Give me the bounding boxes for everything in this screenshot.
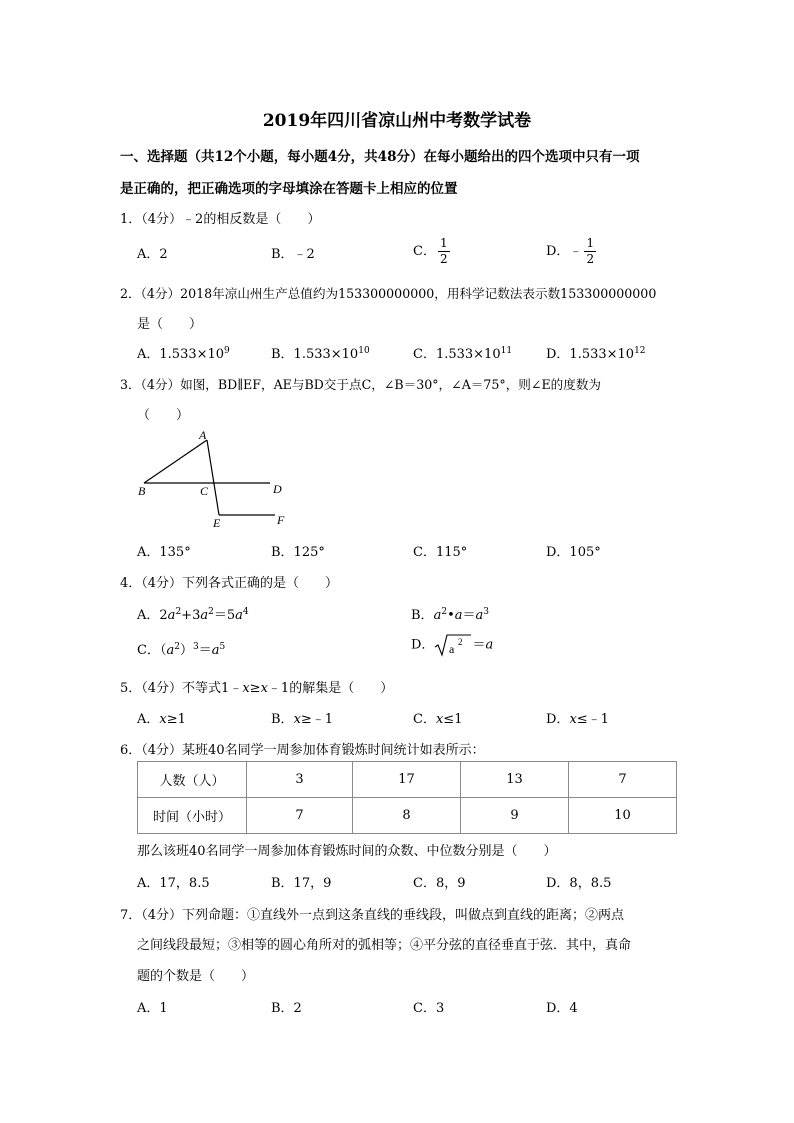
- q1-option-a: A．2: [137, 247, 168, 262]
- q3-stem-line2: （ ）: [137, 408, 190, 423]
- q1-option-d-numerator: 1: [586, 236, 595, 250]
- label-f: F: [277, 513, 285, 527]
- label-b: B: [138, 484, 146, 498]
- q1-option-c-fraction: [438, 236, 450, 267]
- q6-stem: 6．（4分）某班40名同学一周参加体育锻炼时间统计如表所示：: [120, 743, 485, 758]
- q5-option-b: [271, 708, 333, 727]
- q6-option-d: D．8，8.5: [546, 876, 612, 891]
- table-row: [138, 762, 677, 798]
- q2-option-b-base: B．1.533×10: [271, 347, 359, 362]
- q2-option-c-base: C．1.533×10: [413, 347, 501, 362]
- label-c: C: [200, 484, 209, 498]
- q4-c-prefix: C．（: [137, 643, 167, 658]
- q4-c-eq: ＝: [198, 643, 212, 658]
- q2-option-c-exponent: 11: [500, 346, 513, 356]
- q1-option-d-fraction: [584, 236, 596, 267]
- q1-option-b: B．﹣2: [271, 247, 315, 262]
- q4-b-dot: •: [447, 608, 455, 623]
- q4-b-eq: ＝: [462, 608, 476, 623]
- q2-stem-line2: 是（ ）: [137, 317, 203, 332]
- q5-a-rest: ≥1: [166, 712, 186, 727]
- q4-d-prefix: D．: [411, 637, 435, 653]
- q4-a-exp1: 2: [175, 607, 182, 617]
- q1-option-c-denominator: 2: [439, 252, 448, 266]
- q6-option-c: C．8，9: [413, 876, 466, 891]
- q4-c-var1: a: [166, 643, 175, 658]
- q5-stem-x2: x: [260, 681, 268, 696]
- q4-a-var1: a: [167, 608, 176, 623]
- q4-b-var2: a: [454, 608, 463, 623]
- q1-option-c-numerator: 1: [439, 236, 448, 250]
- q4-c-close: ）: [179, 643, 193, 658]
- q6-option-a: A．17，8.5: [137, 876, 210, 891]
- q6-data-table: [137, 761, 677, 834]
- q5-a-x: x: [159, 712, 167, 727]
- q4-option-b: [411, 604, 489, 623]
- section-heading-line2: 是正确的，把正确选项的字母填涂在答题卡上相应的位置: [120, 181, 458, 197]
- q4-b-exp3: 3: [483, 607, 490, 617]
- q4-a-var2: a: [200, 608, 209, 623]
- q3-option-b: B．125°: [271, 545, 325, 560]
- q1-option-d-denominator: 2: [586, 252, 595, 266]
- q5-stem-x1: x: [242, 681, 250, 696]
- q4-b-exp1: 2: [441, 607, 448, 617]
- table-cell: 人数（人）: [138, 762, 247, 798]
- q2-option-d-exponent: 12: [634, 346, 646, 356]
- segment-ab: [144, 440, 207, 483]
- q5-d-rest: ≤﹣1: [576, 712, 609, 727]
- q4-a-exp2: 2: [208, 607, 214, 617]
- q1-option-d-prefix: D．﹣: [546, 244, 583, 259]
- q4-d-eq: ＝: [472, 637, 486, 653]
- q4-c-exp1: 2: [174, 642, 180, 652]
- q5-c-pre: C．: [413, 712, 436, 727]
- q3-option-a: A．135°: [137, 545, 191, 560]
- table-cell: 17: [353, 762, 461, 798]
- q3-stem-line1: 3．（4分）如图，BD∥EF，AE与BD交于点C，∠B＝30°，∠A＝75°，则∠E的度数为: [120, 377, 602, 392]
- q5-d-x: x: [569, 712, 577, 727]
- q4-option-a: [137, 604, 249, 623]
- q5-option-a: [137, 708, 186, 727]
- q4-a-var3: a: [235, 608, 243, 623]
- q5-option-c: [413, 708, 462, 727]
- q2-option-b: [271, 343, 370, 362]
- q7-option-d: D．4: [546, 1001, 578, 1016]
- label-d: D: [273, 482, 282, 496]
- q5-stem-post: ﹣1的解集是（ ）: [267, 681, 394, 696]
- q2-option-c: [413, 343, 512, 362]
- q4-d-radicand: a: [449, 642, 455, 656]
- q2-option-a-base: A．1.533×10: [137, 347, 225, 362]
- q3-option-d: D．105°: [546, 545, 601, 560]
- q7-stem-line3: 题的个数是（ ）: [137, 969, 255, 984]
- q4-stem: 4．（4分）下列各式正确的是（ ）: [120, 576, 339, 591]
- q4-b-prefix: B．: [411, 608, 434, 623]
- q5-b-rest: ≥﹣1: [300, 712, 334, 727]
- q4-a-exp3: 4: [242, 607, 249, 617]
- q4-a-prefix: A．2: [137, 608, 168, 623]
- table-cell: 13: [461, 762, 569, 798]
- q5-stem-pre: 5．（4分）不等式1﹣: [120, 681, 243, 696]
- q1-option-d: [546, 236, 596, 267]
- q5-d-pre: D．: [546, 712, 570, 727]
- q7-option-a: A．1: [137, 1001, 168, 1016]
- q6-option-b: B．17，9: [271, 876, 332, 891]
- section-heading-line1: 一、选择题（共12个小题，每小题4分，共48分）在每小题给出的四个选项中只有一项: [120, 149, 640, 165]
- q7-stem-line2: 之间线段最短；③相等的圆心角所对的弧相等；④平分弦的直径垂直于弦．其中，真命: [137, 938, 632, 953]
- q6-followup: 那么该班40名同学一周参加体育锻炼时间的众数、中位数分别是（ ）: [137, 844, 557, 859]
- table-cell: 7: [569, 762, 677, 798]
- q4-b-var1: a: [433, 608, 442, 623]
- q7-option-b: B．2: [271, 1001, 302, 1016]
- q2-stem-line1: 2．（4分）2018年凉山州生产总值约为153300000000，用科学记数法表示数153300000000: [120, 286, 657, 301]
- q4-d-radical: [434, 633, 472, 657]
- segment-ae: [207, 440, 219, 515]
- q2-option-d-base: D．1.533×10: [546, 347, 635, 362]
- table-cell: 9: [461, 798, 569, 834]
- q2-option-d: [546, 343, 646, 362]
- q5-c-rest: ≤1: [443, 712, 463, 727]
- table-cell: 10: [569, 798, 677, 834]
- q5-b-pre: B．: [271, 712, 294, 727]
- table-row: [138, 798, 677, 834]
- q4-c-var2: a: [211, 643, 220, 658]
- q4-d-radicand-exp: 2: [458, 637, 463, 647]
- q4-c-exp2: 3: [192, 642, 199, 652]
- q4-a-eq: ＝5: [213, 608, 236, 623]
- q3-option-c: C．115°: [413, 545, 468, 560]
- q7-option-c: C．3: [413, 1001, 445, 1016]
- q3-geometry-figure: [130, 424, 300, 536]
- q5-stem-mid: ≥: [249, 681, 261, 696]
- table-cell: 8: [353, 798, 461, 834]
- q5-option-d: [546, 708, 609, 727]
- table-cell: 3: [247, 762, 353, 798]
- q1-stem: 1．（4分）﹣2的相反数是（ ）: [120, 212, 321, 227]
- q1-option-c-prefix: C．: [413, 244, 436, 259]
- q5-stem: [120, 677, 393, 696]
- q4-option-c: [137, 639, 225, 658]
- q2-option-a: [137, 343, 230, 362]
- q7-stem-line1: 7．（4分）下列命题：①直线外一点到这条直线的垂线段，叫做点到直线的距离；②两点: [120, 908, 625, 923]
- page-title: 2019年四川省凉山州中考数学试卷: [262, 111, 532, 131]
- table-cell: 7: [247, 798, 353, 834]
- table-cell: 时间（小时）: [138, 798, 247, 834]
- q2-option-a-exponent: 9: [224, 346, 230, 356]
- q4-option-d: [411, 633, 493, 657]
- radical-sign-icon: [434, 633, 472, 657]
- q1-option-c: [413, 236, 450, 267]
- q5-c-x: x: [435, 712, 444, 727]
- q4-c-exp3: 5: [219, 642, 226, 652]
- q4-a-mid: +3: [181, 608, 201, 623]
- q2-option-b-exponent: 10: [358, 346, 370, 356]
- q4-d-var: a: [485, 637, 494, 653]
- label-e: E: [213, 516, 221, 530]
- q4-b-var3: a: [475, 608, 484, 623]
- q5-b-x: x: [293, 712, 301, 727]
- q5-a-pre: A．: [137, 712, 160, 727]
- label-a: A: [199, 428, 207, 442]
